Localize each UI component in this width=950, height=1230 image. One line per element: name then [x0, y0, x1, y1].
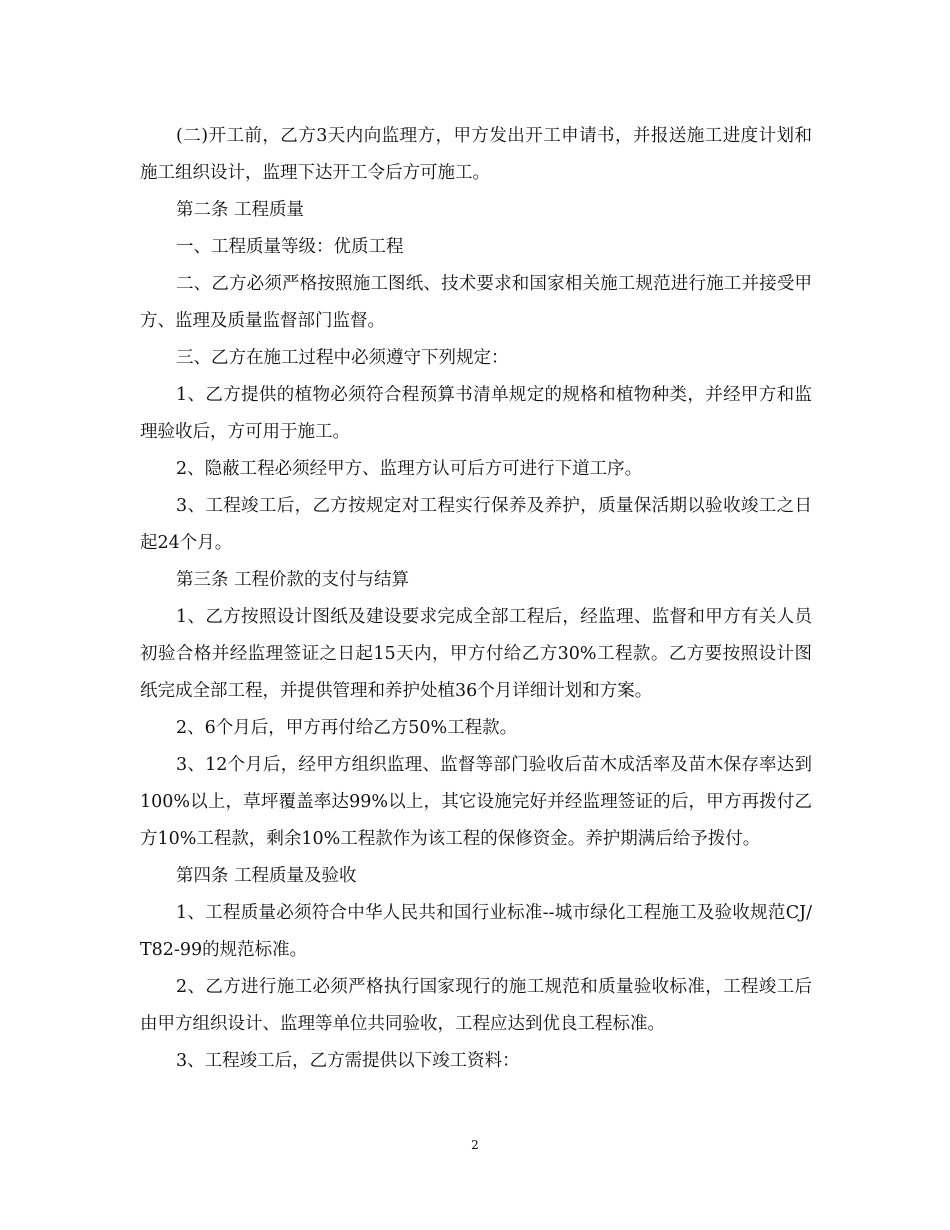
- paragraph-acceptance-3: 3、工程竣工后，乙方需提供以下竣工资料：: [176, 1051, 520, 1071]
- paragraph-quality-grade: 一、工程质量等级：优质工程: [176, 237, 404, 257]
- heading-article-4-acceptance: 第四条 工程质量及验收: [176, 866, 357, 886]
- paragraph-rule-2-concealed-works: 2、隐蔽工程必须经甲方、监理方认可后方可进行下道工序。: [176, 459, 643, 479]
- paragraph-rule-1-plants: 1、乙方提供的植物必须符合程预算书清单规定的规格和植物种类，并经甲方和监理验收后，方可用于施工。: [140, 385, 812, 442]
- paragraph-payment-3: 3、12个月后，经甲方组织监理、监督等部门验收后苗木成活率及苗木保存率达到100%以上，草坪覆盖率达99%以上，其它设施完好并经监理签证的后，甲方再拨付乙方10%工程款，剩余10%工程款作为该工程的保修资金。养护期满后给予拨付。: [140, 755, 812, 849]
- paragraph-rules-intro: 三、乙方在施工过程中必须遵守下列规定：: [176, 348, 509, 368]
- paragraph-payment-2: 2、6个月后，甲方再付给乙方50%工程款。: [176, 718, 518, 738]
- paragraph-rule-3-maintenance: 3、工程竣工后，乙方按规定对工程实行保养及养护，质量保活期以验收竣工之日起24个月。: [140, 496, 812, 553]
- heading-article-3-payment: 第三条 工程价款的支付与结算: [176, 570, 410, 590]
- paragraph-acceptance-2: 2、乙方进行施工必须严格执行国家现行的施工规范和质量验收标准，工程竣工后由甲方组织设计、监理等单位共同验收，工程应达到优良工程标准。: [140, 977, 812, 1034]
- paragraph-start-notice: (二)开工前，乙方3天内向监理方，甲方发出开工申请书，并报送施工进度计划和施工组织设计，监理下达开工令后方可施工。: [140, 126, 812, 183]
- page-number: 2: [471, 1138, 479, 1152]
- heading-article-2-quality: 第二条 工程质量: [176, 200, 305, 220]
- paragraph-payment-1: 1、乙方按照设计图纸及建设要求完成全部工程后，经监理、监督和甲方有关人员初验合格并经监理签证之日起15天内，甲方付给乙方30%工程款。乙方要按照设计图纸完成全部工程，并提供管理和养护处植36个月详细计划和方案。: [140, 607, 812, 701]
- document-body: [140, 118, 812, 1080]
- paragraph-acceptance-1: 1、工程质量必须符合中华人民共和国行业标准--城市绿化工程施工及验收规范CJ/T82-99的规范标准。: [140, 903, 812, 960]
- paragraph-construction-standards: 二、乙方必须严格按照施工图纸、技术要求和国家相关施工规范进行施工并接受甲方、监理及质量监督部门监督。: [140, 274, 812, 331]
